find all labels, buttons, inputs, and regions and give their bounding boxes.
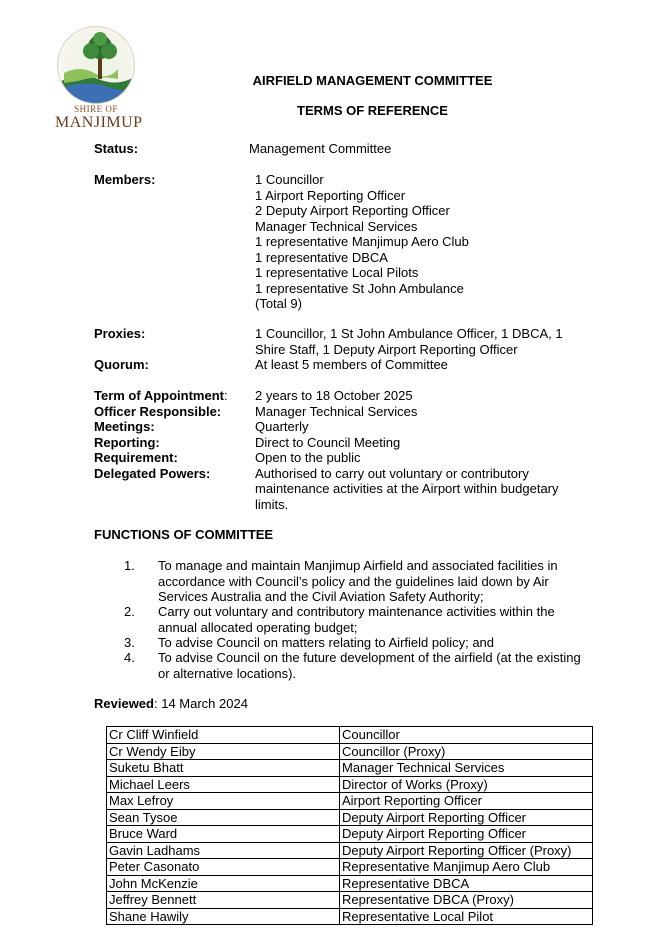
member-role: Representative Local Pilot <box>340 908 593 925</box>
member-item: Manager Technical Services <box>255 218 418 234</box>
member-item: 2 Deputy Airport Reporting Officer <box>255 203 450 218</box>
delegated-value <box>255 466 559 513</box>
member-name: Cr Cliff Winfield <box>107 727 340 744</box>
member-role: Representative DBCA <box>340 875 593 892</box>
members-label: Members: <box>94 172 156 187</box>
function-item <box>158 650 608 681</box>
term-label <box>94 388 228 404</box>
table-row <box>107 743 593 760</box>
member-item: 1 Councillor <box>255 172 324 187</box>
member-name: Bruce Ward <box>107 826 340 843</box>
reporting-label: Reporting: <box>94 434 160 450</box>
members-list <box>255 172 469 312</box>
table-row <box>107 859 593 876</box>
shire-of-manjimup-logo <box>55 24 143 132</box>
term-value: 2 years to 18 October 2025 <box>255 388 413 403</box>
reporting-value: Direct to Council Meeting <box>255 434 401 450</box>
member-name: Sean Tysoe <box>107 809 340 826</box>
member-item: 1 representative DBCA <box>255 249 388 265</box>
function-line: or alternative locations). <box>158 665 297 681</box>
table-row <box>107 908 593 925</box>
member-role: Airport Reporting Officer <box>340 793 593 810</box>
member-name: Gavin Ladhams <box>107 842 340 859</box>
delegated-line: Authorised to carry out voluntary or contributory <box>255 465 529 481</box>
proxies-line: 1 Councillor, 1 St John Ambulance Officer, 1 DBCA, 1 <box>255 326 563 341</box>
term-label-text: Term of Appointment <box>94 388 224 403</box>
member-role: Deputy Airport Reporting Officer (Proxy) <box>340 842 593 859</box>
member-item: 1 representative Manjimup Aero Club <box>255 234 469 249</box>
quorum-label: Quorum: <box>94 357 149 372</box>
member-item: 1 representative Local Pilots <box>255 265 419 280</box>
member-role: Manager Technical Services <box>340 760 593 777</box>
table-row <box>107 842 593 859</box>
document-subtitle: TERMS OF REFERENCE <box>297 103 448 118</box>
member-role: Director of Works (Proxy) <box>340 776 593 793</box>
member-name: Suketu Bhatt <box>107 760 340 777</box>
member-name: Michael Leers <box>107 776 340 793</box>
member-role: Councillor (Proxy) <box>340 743 593 760</box>
member-item: 1 representative St John Ambulance <box>255 280 464 296</box>
member-name: Jeffrey Bennett <box>107 892 340 909</box>
function-line: To advise Council on the future development of the airfield (at the existing <box>158 650 581 665</box>
status-label: Status: <box>94 141 139 156</box>
function-line: Carry out voluntary and contributory maintenance activities within the <box>158 604 555 619</box>
committee-roster-table <box>106 726 593 925</box>
member-item: 1 Airport Reporting Officer <box>255 187 406 203</box>
officer-value: Manager Technical Services <box>255 403 418 419</box>
function-number: 1. <box>124 558 135 573</box>
delegated-line: limits. <box>255 496 289 512</box>
term-label-colon: : <box>224 388 228 403</box>
function-line: Services Australia and the Civil Aviation Safety Authority; <box>158 589 484 604</box>
member-role: Representative DBCA (Proxy) <box>340 892 593 909</box>
meetings-label: Meetings: <box>94 419 155 434</box>
requirement-label: Requirement: <box>94 450 178 465</box>
document-title: AIRFIELD MANAGEMENT COMMITTEE <box>252 73 493 88</box>
function-item <box>158 604 608 635</box>
member-name: Cr Wendy Eiby <box>107 743 340 760</box>
table-row <box>107 776 593 793</box>
proxies-label: Proxies: <box>94 326 146 341</box>
member-role: Deputy Airport Reporting Officer <box>340 809 593 826</box>
table-row <box>107 793 593 810</box>
officer-label: Officer Responsible: <box>94 403 222 419</box>
function-number: 2. <box>124 604 135 619</box>
logo-text-manjimup: MANJIMUP <box>55 114 143 131</box>
member-role: Councillor <box>340 727 593 744</box>
function-number: 4. <box>124 650 135 665</box>
function-item <box>158 558 608 605</box>
member-role: Deputy Airport Reporting Officer <box>340 826 593 843</box>
delegated-label: Delegated Powers: <box>94 465 211 481</box>
function-line: To advise Council on matters relating to Airfield policy; and <box>158 635 495 650</box>
proxies-line: Shire Staff, 1 Deputy Airport Reporting Officer <box>255 341 518 357</box>
table-row <box>107 809 593 826</box>
function-number: 3. <box>124 635 135 650</box>
logo-emblem <box>57 26 135 104</box>
quorum-value: At least 5 members of Committee <box>255 357 448 372</box>
member-total: (Total 9) <box>255 296 302 311</box>
delegated-line: maintenance activities at the Airport within budgetary <box>255 481 559 496</box>
reviewed-value: : 14 March 2024 <box>153 696 248 711</box>
reviewed-label: Reviewed <box>94 696 154 711</box>
table-row <box>107 727 593 744</box>
member-name: Max Lefroy <box>107 793 340 810</box>
function-item <box>158 635 608 651</box>
reviewed-date <box>94 696 248 712</box>
function-line: annual allocated operating budget; <box>158 619 358 635</box>
member-role: Representative Manjimup Aero Club <box>340 859 593 876</box>
meetings-value: Quarterly <box>255 419 309 434</box>
member-name: John McKenzie <box>107 875 340 892</box>
table-row <box>107 892 593 909</box>
tree-landscape-icon <box>58 27 134 103</box>
requirement-value: Open to the public <box>255 450 361 465</box>
logo-text-shire-of: SHIRE OF <box>74 104 118 114</box>
status-value: Management Committee <box>249 141 392 156</box>
function-line: To manage and maintain Manjimup Airfield and associated facilities in <box>158 558 558 573</box>
proxies-value <box>255 326 563 357</box>
table-row <box>107 826 593 843</box>
table-row <box>107 875 593 892</box>
member-name: Peter Casonato <box>107 859 340 876</box>
table-row <box>107 760 593 777</box>
functions-heading: FUNCTIONS OF COMMITTEE <box>94 527 274 542</box>
function-line: accordance with Council’s policy and the guidelines laid down by Air <box>158 573 549 589</box>
member-name: Shane Hawily <box>107 908 340 925</box>
